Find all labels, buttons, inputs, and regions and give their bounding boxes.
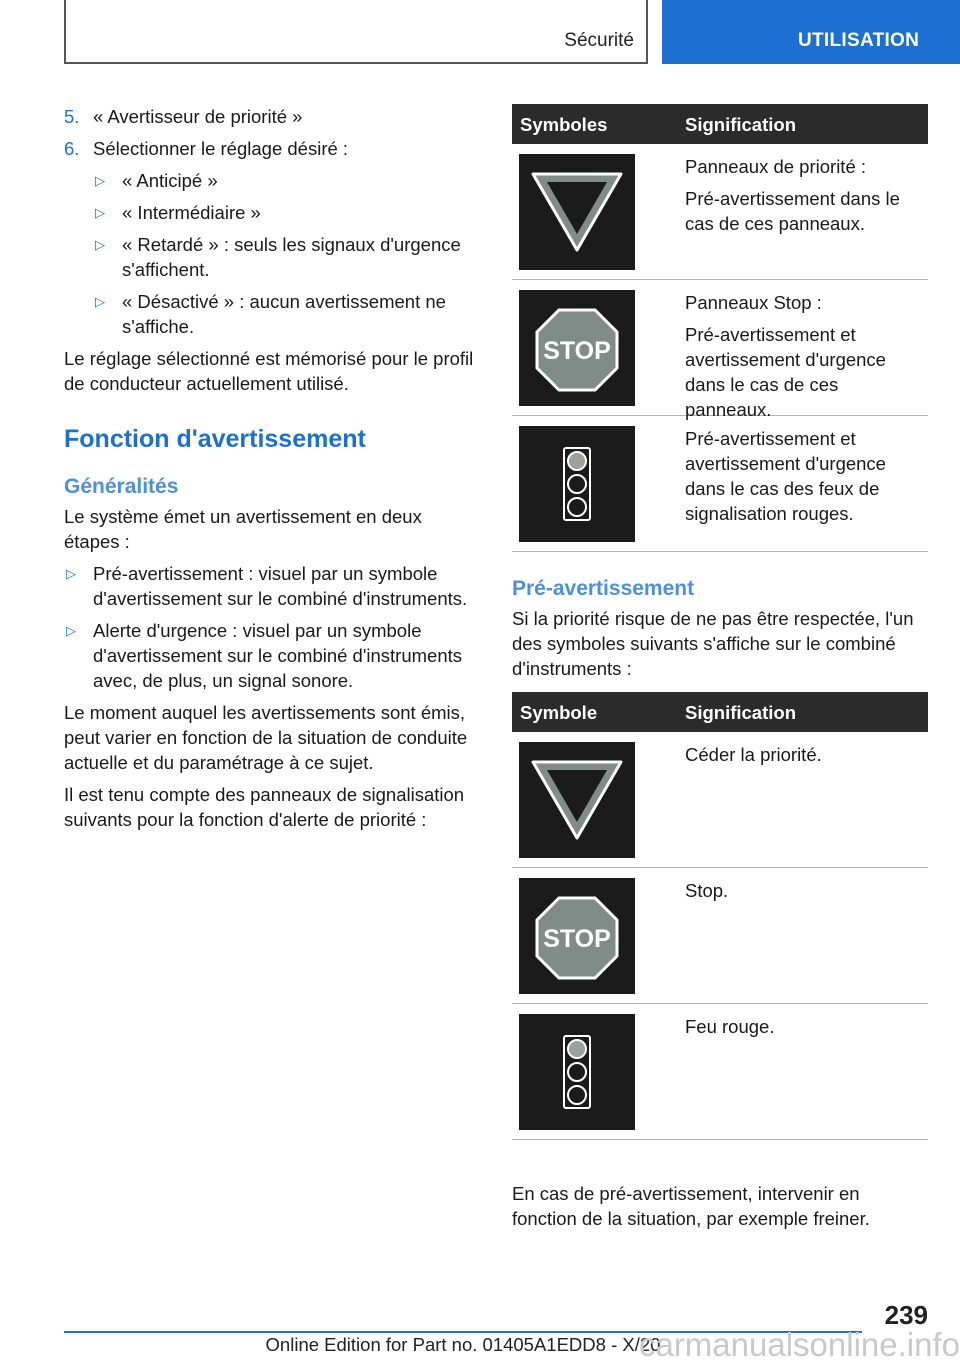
pre-warning-paragraph: Si la priorité risque de ne pas être respectée, l'un des symboles suivants s'affiche sur le combiné d'instruments :	[512, 608, 914, 679]
description-line: Pré-avertissement et avertissement d'urgence dans le cas de ces panneaux.	[685, 324, 886, 420]
table-header	[512, 692, 928, 732]
bullet-triangle-icon: ▷	[66, 623, 76, 638]
row-description	[685, 426, 925, 533]
header-chapter-title: UTILISATION	[798, 30, 920, 51]
description-line: Panneaux Stop :	[685, 292, 822, 313]
row-description	[685, 290, 925, 429]
page-number: 239	[884, 1300, 928, 1330]
step-5	[64, 104, 482, 129]
option-item	[93, 232, 482, 282]
header-symbol: Symbole	[520, 702, 598, 723]
yield-sign-icon	[519, 154, 635, 270]
svg-text:STOP: STOP	[543, 337, 611, 365]
option-text: « Anticipé »	[122, 170, 218, 191]
table-row	[512, 280, 928, 420]
step-text: Sélectionner le réglage désiré :	[93, 138, 349, 159]
yield-sign-icon	[519, 742, 635, 858]
stop-sign-icon	[519, 878, 635, 994]
header-meaning: Signification	[685, 702, 796, 723]
bullet-triangle-icon: ▷	[66, 566, 76, 581]
intro-paragraph: Le système émet un avertissement en deux étapes :	[64, 506, 422, 552]
table-row	[512, 1004, 928, 1140]
pre-warning-table	[512, 692, 928, 1140]
bullet-triangle-icon: ▷	[95, 294, 105, 309]
table-row	[512, 144, 928, 280]
row-description	[685, 154, 925, 243]
pre-warning-section	[512, 576, 928, 688]
step-text: « Avertisseur de priorité »	[93, 106, 303, 127]
timing-paragraph: Le moment auquel les avertissements sont émis, peut varier en fonction de la situation de conduite actuelle et du paramétrage à ce sujet.	[64, 702, 468, 773]
header-section-box	[64, 0, 648, 64]
option-text: « Désactivé » : aucun avertissement ne s'affiche.	[122, 291, 446, 337]
left-column	[64, 104, 482, 839]
step-6	[64, 136, 482, 161]
option-item	[93, 289, 482, 339]
section-title: Fonction d'avertissement	[64, 425, 366, 453]
header-meaning: Signification	[685, 114, 796, 135]
footer-edition: Online Edition for Part no. 01405A1EDD8 - X/20	[265, 1334, 661, 1355]
description-line: Feu rouge.	[685, 1016, 775, 1037]
stage-text: Pré-avertissement : visuel par un symbole d'avertissement sur le combiné d'instruments.	[93, 563, 468, 609]
step-number: 6.	[64, 138, 80, 159]
option-item	[93, 200, 482, 225]
option-item	[93, 168, 482, 193]
stage-item	[64, 618, 482, 693]
bullet-triangle-icon: ▷	[95, 237, 105, 252]
subsection-title: Pré-avertissement	[512, 577, 695, 600]
table-row	[512, 416, 928, 552]
traffic-light-icon	[519, 1014, 635, 1130]
stage-text: Alerte d'urgence : visuel par un symbole d'avertissement sur le combiné d'instruments avec, de plus, un signal sonore.	[93, 620, 462, 691]
header-section-title: Sécurité	[564, 30, 634, 51]
svg-text:STOP: STOP	[543, 925, 611, 953]
description-line: Pré-avertissement et avertissement d'urgence dans le cas des feux de signalisation rouges.	[685, 428, 886, 524]
row-description	[685, 878, 925, 910]
option-text: « Retardé » : seuls les signaux d'urgence s'affichent.	[122, 234, 461, 280]
traffic-light-icon	[519, 426, 635, 542]
stage-item	[64, 561, 482, 611]
row-description	[685, 1014, 925, 1046]
memo-paragraph: Le réglage sélectionné est mémorisé pour le profil de conducteur actuellement utilisé.	[64, 348, 474, 394]
symbols-table	[512, 104, 928, 552]
description-line: Stop.	[685, 880, 729, 901]
table-row	[512, 732, 928, 868]
header-chapter-tab[interactable]	[662, 0, 960, 64]
row-description	[685, 742, 925, 774]
subsection-title: Généralités	[64, 475, 179, 498]
bullet-triangle-icon: ▷	[95, 205, 105, 220]
stop-sign-icon	[519, 290, 635, 406]
description-line: Céder la priorité.	[685, 744, 822, 765]
step-number: 5.	[64, 106, 80, 127]
option-text: « Intermédiaire »	[122, 202, 261, 223]
closing-paragraph: En cas de pré-avertissement, intervenir en fonction de la situation, par exemple freiner.	[512, 1182, 870, 1229]
table-row	[512, 868, 928, 1004]
option-list	[93, 168, 482, 339]
signs-paragraph: Il est tenu compte des panneaux de signalisation suivants pour la fonction d'alerte de priorité :	[64, 784, 465, 830]
header-symbols: Symboles	[520, 114, 608, 135]
bullet-triangle-icon: ▷	[95, 173, 105, 188]
table-header	[512, 104, 928, 144]
description-line: Pré-avertissement dans le cas de ces panneaux.	[685, 188, 900, 234]
description-line: Panneaux de priorité :	[685, 156, 867, 177]
watermark: carmanualsonline.info	[638, 1326, 960, 1363]
